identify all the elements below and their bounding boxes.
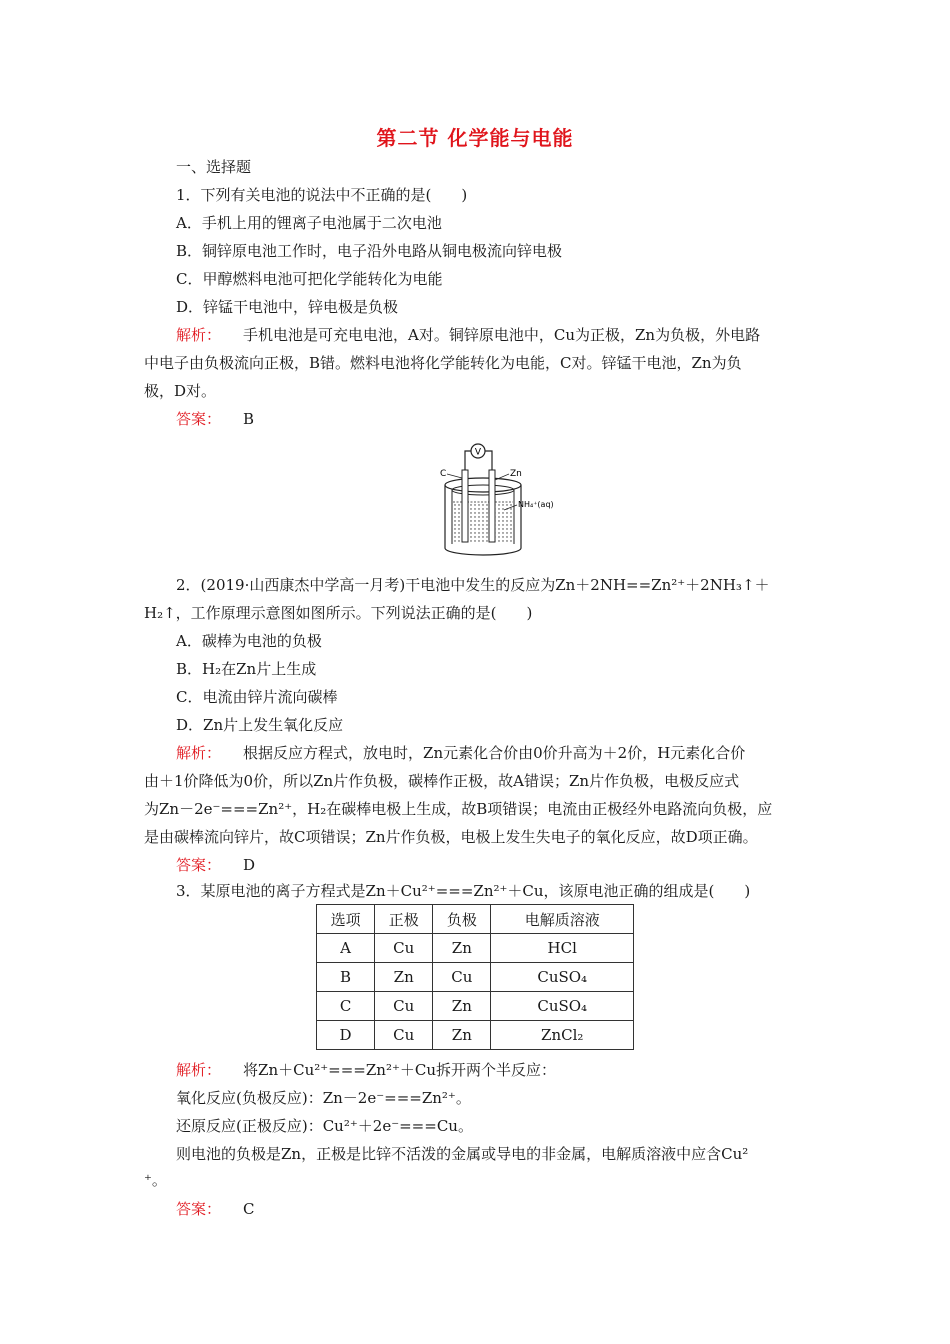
q3-answer-label: 答案： xyxy=(176,1200,222,1218)
table-row xyxy=(317,963,634,992)
q2-stem-1: 2．(2019·山西康杰中学高一月考)干电池中发生的反应为Zn＋2NH==Zn²⁺＋2NH₃↑＋ xyxy=(176,576,770,594)
table-cell: C xyxy=(317,992,375,1021)
table-header-cell: 正极 xyxy=(375,905,433,934)
table-cell: Zn xyxy=(433,992,491,1021)
wire-left xyxy=(465,451,471,470)
table-header-row xyxy=(317,905,634,934)
q3-reduction-line: 还原反应(正极反应)：Cu²⁺＋2e⁻===Cu。 xyxy=(176,1117,473,1135)
q2-option-c: C．电流由锌片流向碳棒 xyxy=(176,688,338,706)
table-header-cell: 电解质溶液 xyxy=(491,905,634,934)
q1-explanation-label: 解析： xyxy=(176,326,222,344)
page-title: 第二节 化学能与电能 xyxy=(376,126,574,150)
table-cell: ZnCl₂ xyxy=(491,1021,634,1050)
q2-option-a: A．碳棒为电池的负极 xyxy=(176,632,322,650)
table-cell: D xyxy=(317,1021,375,1050)
label-solution: NH₄⁺(aq) xyxy=(518,500,554,509)
table-cell: Cu xyxy=(433,963,491,992)
table-header-cell: 负极 xyxy=(433,905,491,934)
table-cell: HCl xyxy=(491,934,634,963)
q2-explanation-line-3: 为Zn－2e⁻===Zn²⁺，H₂在碳棒电极上生成，故B项错误；电流由正极经外电路流向负极，应 xyxy=(144,800,773,818)
q3-explanation-label: 解析： xyxy=(176,1061,222,1079)
q1-explanation-line-3: 极，D对。 xyxy=(144,382,217,400)
q3-answer-value: C xyxy=(243,1200,255,1218)
q3-stem: 3．某原电池的离子方程式是Zn＋Cu²⁺===Zn²⁺＋Cu，该原电池正确的组成是( ) xyxy=(176,882,751,900)
table-cell: Cu xyxy=(375,1021,433,1050)
q2-answer-line xyxy=(176,855,255,875)
table-row xyxy=(317,992,634,1021)
q1-explanation-line-1 xyxy=(176,325,760,345)
q3-conclusion-line-1: 则电池的负极是Zn，正极是比锌不活泼的金属或导电的非金属，电解质溶液中应含Cu² xyxy=(176,1145,749,1163)
table-row xyxy=(317,1021,634,1050)
table-cell: B xyxy=(317,963,375,992)
q1-answer-value: B xyxy=(243,410,255,428)
q2-explanation-line-1 xyxy=(176,743,745,763)
q2-answer-value: D xyxy=(243,856,256,874)
q3-explanation-text-1: 将Zn＋Cu²⁺===Zn²⁺＋Cu拆开两个半反应： xyxy=(243,1061,557,1079)
table-cell: Zn xyxy=(433,934,491,963)
q2-answer-label: 答案： xyxy=(176,856,222,874)
dry-cell-diagram xyxy=(438,440,558,560)
zinc-sheet xyxy=(489,470,495,542)
table-cell: Zn xyxy=(433,1021,491,1050)
q1-stem: 1．下列有关电池的说法中不正确的是( ) xyxy=(176,186,468,204)
q3-options-table xyxy=(316,904,634,1050)
voltmeter-label: V xyxy=(474,447,482,458)
section-heading: 一、选择题 xyxy=(176,158,252,176)
q1-explanation-line-2: 中电子由负极流向正极，B错。燃料电池将化学能转化为电能，C对。锌锰干电池，Zn为负 xyxy=(144,354,742,372)
q1-option-c: C．甲醇燃料电池可把化学能转化为电能 xyxy=(176,270,443,288)
q2-stem-2: H₂↑，工作原理示意图如图所示。下列说法正确的是( ) xyxy=(144,604,533,622)
table-cell: Zn xyxy=(375,963,433,992)
table-cell: Cu xyxy=(375,992,433,1021)
q1-explanation-text-1: 手机电池是可充电电池，A对。铜锌原电池中，Cu为正极，Zn为负极，外电路 xyxy=(243,326,761,344)
q2-option-d: D．Zn片上发生氧化反应 xyxy=(176,716,344,734)
q2-explanation-line-4: 是由碳棒流向锌片，故C项错误；Zn片作负极，电极上发生失电子的氧化反应，故D项正确。 xyxy=(144,828,758,846)
q1-option-b: B．铜锌原电池工作时，电子沿外电路从铜电极流向锌电极 xyxy=(176,242,563,260)
q2-explanation-line-2: 由＋1价降低为0价，所以Zn片作负极，碳棒作正极，故A错误；Zn片作负极，电极反应式 xyxy=(144,772,740,790)
table-cell: CuSO₄ xyxy=(491,963,634,992)
q1-answer-line xyxy=(176,409,254,429)
q1-option-a: A．手机上用的锂离子电池属于二次电池 xyxy=(176,214,442,232)
q3-answer-line xyxy=(176,1199,255,1219)
q2-explanation-label: 解析： xyxy=(176,744,222,762)
carbon-rod xyxy=(462,470,468,542)
table-cell: CuSO₄ xyxy=(491,992,634,1021)
table-cell: A xyxy=(317,934,375,963)
label-zn: Zn xyxy=(510,469,522,479)
table-header-cell: 选项 xyxy=(317,905,375,934)
q3-oxidation-line: 氧化反应(负极反应)：Zn－2e⁻===Zn²⁺。 xyxy=(176,1089,471,1107)
table-cell: Cu xyxy=(375,934,433,963)
q3-conclusion-line-2: ⁺。 xyxy=(144,1171,167,1189)
wire-right xyxy=(485,451,492,470)
q2-option-b: B．H₂在Zn片上生成 xyxy=(176,660,317,678)
table-row xyxy=(317,934,634,963)
q1-answer-label: 答案： xyxy=(176,410,222,428)
q2-explanation-text-1: 根据反应方程式，放电时，Zn元素化合价由0价升高为＋2价，H元素化合价 xyxy=(243,744,746,762)
q3-explanation-line-1 xyxy=(176,1060,556,1080)
q1-option-d: D．锌锰干电池中，锌电极是负极 xyxy=(176,298,399,316)
label-c: C xyxy=(440,469,447,479)
